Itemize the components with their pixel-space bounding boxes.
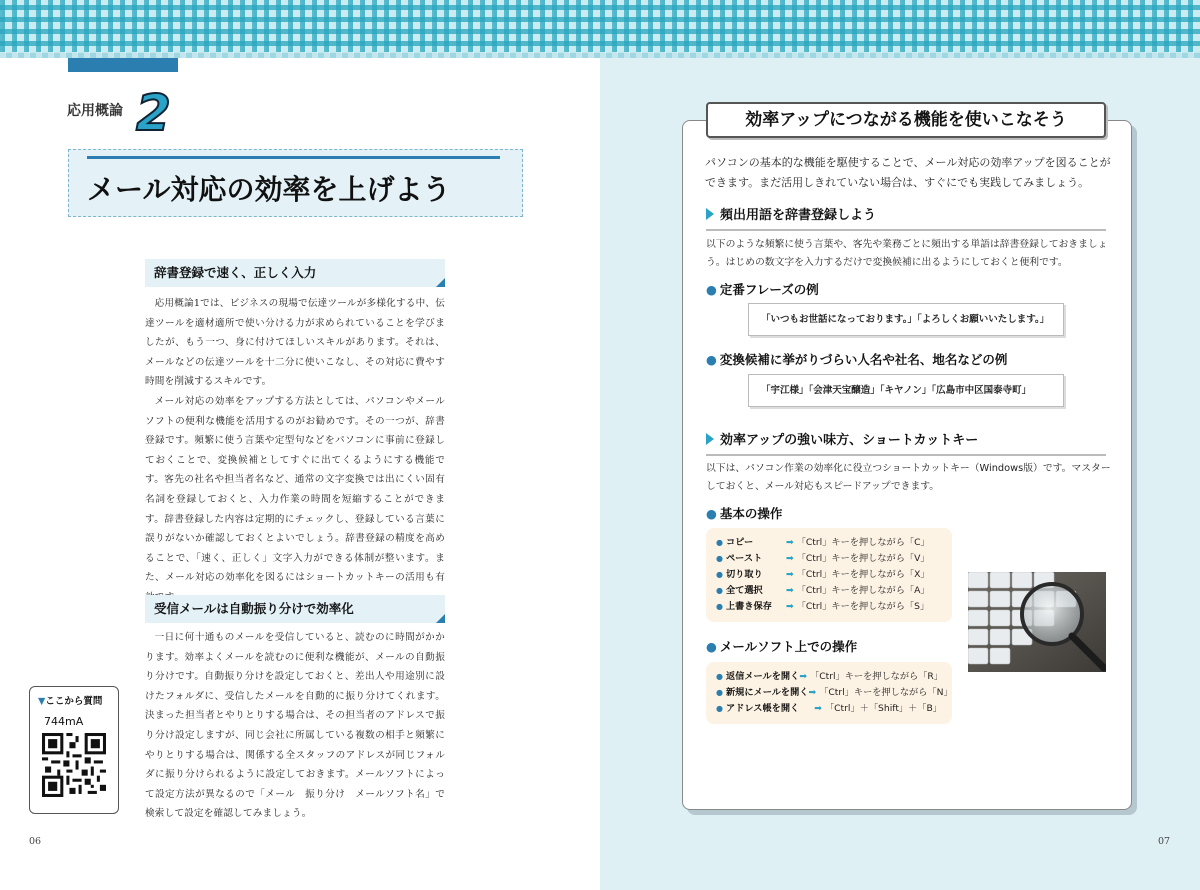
shortcut-row [716, 669, 942, 685]
section-body-autosort [145, 628, 445, 824]
shortcut-label: ● アドレス帳を開く [716, 701, 814, 717]
shortcut-keys: 「Ctrl」キーを押しながら「V」 [796, 553, 930, 564]
section-body-dictionary [145, 294, 445, 608]
arrow-right-icon: ➡ [799, 671, 808, 682]
subheading-label: 効率アップの強い味方、ショートカットキー [720, 433, 979, 448]
shortcut-text: 以下は、パソコン作業の効率化に役立つショートカットキー（Windows版）です。マスターしておくと、メール対応もスピードアップできます。 [706, 463, 1111, 492]
subheading-dictionary [706, 204, 1106, 231]
header-pattern [0, 0, 1200, 58]
names-heading-label: 変換候補に挙がりづらい人名や社名、地名などの例 [719, 352, 1008, 367]
bullet-icon: ● [706, 639, 717, 654]
shortcut-label: ● 返信メールを開く [716, 669, 799, 685]
qr-question-box[interactable] [29, 686, 119, 814]
shortcut-label: ● 切り取り [716, 567, 786, 583]
triangle-right-icon [706, 208, 714, 220]
shortcut-row [716, 599, 942, 615]
section-heading-autosort: 受信メールは自動振り分けで効率化 [145, 595, 445, 623]
shortcut-row [716, 567, 942, 583]
chapter-label: 応用概論 [67, 103, 123, 119]
shortcut-keys: 「Ctrl」キーを押しながら「A」 [796, 585, 930, 596]
shortcut-keys: 「Ctrl」＋「Shift」＋「B」 [824, 703, 942, 714]
chapter-number: 2 [136, 84, 169, 142]
arrow-right-icon: ➡ [786, 601, 794, 612]
arrow-right-icon: ➡ [786, 553, 794, 564]
subheading-shortcut [706, 429, 1106, 456]
shortcut-keys: 「Ctrl」キーを押しながら「N」 [819, 687, 953, 698]
names-example-box: 「宇江様」「会津天宝醸造」「キヤノン」「広島市中区国泰寺町」 [748, 374, 1064, 407]
shortcut-label: ● 全て選択 [716, 583, 786, 599]
basic-ops-box [706, 528, 952, 622]
shortcut-row [716, 583, 942, 599]
panel-intro: パソコンの基本的な機能を駆使することで、メール対応の効率アップを図ることができます。まだ活用しきれていない場合は、すぐにでも実践してみましょう。 [705, 156, 1111, 189]
title-rule [87, 156, 500, 159]
arrow-right-icon: ➡ [786, 537, 794, 548]
shortcut-label: ● 新規にメールを開く [716, 685, 809, 701]
shortcut-keys: 「Ctrl」キーを押しながら「C」 [796, 537, 930, 548]
arrow-right-icon: ➡ [786, 569, 794, 580]
arrow-right-icon: ➡ [814, 703, 822, 714]
page-number-right: 07 [1158, 836, 1171, 847]
shortcut-label: ● 上書き保存 [716, 599, 786, 615]
triangle-right-icon [706, 433, 714, 445]
bullet-icon: ● [706, 352, 717, 367]
arrow-right-icon: ➡ [808, 687, 817, 698]
qr-code-icon[interactable] [42, 733, 106, 797]
basic-ops-heading-label: 基本の操作 [719, 506, 783, 521]
bullet-icon: ● [706, 506, 717, 521]
names-heading [706, 350, 1007, 368]
shortcut-row [716, 701, 942, 717]
page-title: メール対応の効率を上げよう [87, 173, 451, 206]
mail-ops-box [706, 662, 952, 724]
keyboard-magnifier-photo [968, 572, 1106, 672]
qr-code-text: 744mA [44, 715, 84, 728]
section-heading-dictionary: 辞書登録で速く、正しく入力 [145, 259, 445, 287]
subheading-label: 頻出用語を辞書登録しよう [720, 208, 877, 223]
bullet-icon: ● [706, 282, 717, 297]
phrases-heading [706, 280, 819, 298]
panel-title: 効率アップにつながる機能を使いこなそう [706, 102, 1106, 138]
page-title-box [68, 149, 523, 217]
shortcut-keys: 「Ctrl」キーを押しながら「S」 [796, 601, 930, 612]
arrow-right-icon: ➡ [786, 585, 794, 596]
mail-ops-heading-label: メールソフト上での操作 [719, 639, 858, 654]
shortcut-label: ● コピー [716, 535, 786, 551]
shortcut-keys: 「Ctrl」キーを押しながら「X」 [796, 569, 930, 580]
basic-ops-heading [706, 504, 782, 522]
shortcut-label: ● ペースト [716, 551, 786, 567]
triangle-down-icon: ▼ [38, 696, 46, 707]
qr-heading-label: ここから質問 [45, 696, 103, 707]
mail-ops-heading [706, 637, 857, 655]
shortcut-row [716, 685, 953, 701]
shortcut-keys: 「Ctrl」キーを押しながら「R」 [810, 671, 943, 682]
paragraph: メール対応の効率をアップする方法としては、パソコンやメールソフトの便利な機能を活用するのがお勧めです。その一つが、辞書登録です。頻繁に使う言葉や定型句などをパソコンに事前に登録しておくことで、変換候補としてすぐに出てくるようにする機能です。客先の社名や担当者名など、通常の文字変換では出にくい固有名詞を登録しておくと、入力作業の時間を短縮することができます。辞書登録した内容は定期的にチェックし、登録している言葉に誤りがないか確認しておくとよいでしょう。辞書登録の精度を高めることで、「速く、正しく」文字入力ができる体制が整います。また、メール対応の効率化を図るにはショートカットキーの活用も有 [145, 395, 445, 584]
paragraph: 一日に何十通ものメールを受信していると、読むのに時間がかかります。効率よくメールを読むのに便利な機能が、メールの自動振り分けです。自動振り分けを設定しておくと、差出人や用途別に設けたフォルダに、受信したメールを自動的に振り分けてくれます。決まった担当者とやりとりする場合は、その担当者のアドレスで振り分け設定しますが、同じ会社に所属している複数の相手と頻繁にやりとりする場合は、関係する全スタッフのアドレスが同じフォルダに振り分けられるように設定しておきます。メールソフトによって設定方法が異なるので「メール 振り分け メールソフト名」で検索して設定を確認してみましょう。 [145, 632, 445, 820]
shortcut-row [716, 535, 942, 551]
phrases-heading-label: 定番フレーズの例 [719, 282, 819, 297]
header-tab [68, 58, 178, 72]
phrases-example-box: 「いつもお世話になっております。」「よろしくお願いいたします。」 [748, 303, 1064, 336]
qr-heading [38, 693, 102, 707]
dictionary-text: 以下のような頻繁に使う言葉や、客先や業務ごとに頻出する単語は辞書登録しておきましょう。はじめの数文字を入力するだけで変換候補に出るようにしておくと便利です。 [706, 239, 1108, 268]
paragraph: 応用概論1では、ビジネスの現場で伝達ツールが多様化する中、伝達ツールを適材適所で使い分ける力が求められていることを学びましたが、もう一つ、身に付けてほしいスキルがあります。それは、メールなどの伝達ツールを十二分に使いこなし、その対応に費やす時間を削減するスキルです。 [145, 298, 445, 388]
page-number-left: 06 [29, 836, 42, 847]
shortcut-row [716, 551, 942, 567]
